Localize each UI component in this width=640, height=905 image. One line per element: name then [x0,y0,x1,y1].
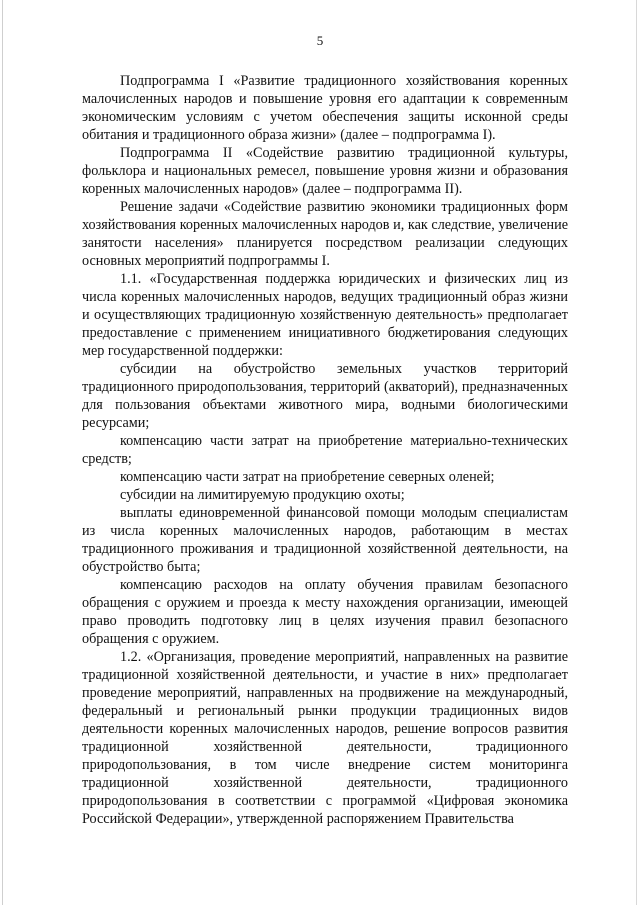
page-number: 5 [316,33,324,48]
paragraph-measure-1-1: 1.1. «Государственная поддержка юридических и физических лиц из числа коренных малочисленных народов, ведущих традиционный образ жизни и осуществляющих традиционную хозяйственную деятельность» предполагает предоставление с применением инициативного бюджетирования следующих мер государственной поддержки: [82,271,568,359]
document-body [82,72,568,828]
paragraph-payments-specialists: выплаты единовременной финансовой помощи молодым специалистам из числа коренных малочисленных народов, работающим в местах традиционного проживания и традиционной хозяйственной деятельности, на обустройство быта; [82,505,568,575]
paragraph-compensation-reindeer: компенсацию части затрат на приобретение северных оленей; [120,469,495,485]
paragraph-subprogram-1: Подпрограмма I «Развитие традиционного хозяйствования коренных малочисленных народов и повышение уровня его адаптации к современным экономическим условиям с учетом обеспечения защиты исконной среды обитания и традиционного образа жизни» (далее – подпрограмма I). [82,73,568,143]
paragraph-subsidies-hunting: субсидии на лимитируемую продукцию охоты; [120,487,405,503]
paragraph-compensation-training: компенсацию расходов на оплату обучения правилам безопасного обращения с оружием и проезда к месту нахождения организации, имеющей право проводить подготовку лиц в целях изучения правил безопасного обращения с оружием. [82,577,568,647]
paragraph-measure-1-2: 1.2. «Организация, проведение мероприятий, направленных на развитие традиционной хозяйственной деятельности, и участие в них» предполагает проведение мероприятий, направленных на продвижение на международный, федеральный и региональный рынки продукции традиционных видов деятельности коренных малочисленных народов, решение вопросов развития традиционной хозяйственной деятельности, традиционного природопользования, в том числе внедрение систем мониторинга традиционной хозяйственной деятельности, традиционного природопользования в соответствии с программой «Цифровая экономика Российской Федерации», утвержденной распоряжением Правительства [82,649,568,827]
paragraph-compensation-equipment: компенсацию части затрат на приобретение материально-технических средств; [82,433,568,467]
scan-edge-right [636,0,637,905]
scan-edge-left [2,0,3,905]
paragraph-subprogram-2: Подпрограмма II «Содействие развитию традиционной культуры, фольклора и национальных ремесел, повышение уровня жизни и образования коренных малочисленных народов» (далее – подпрограмма II). [82,145,568,197]
paragraph-task-solution: Решение задачи «Содействие развитию экономики традиционных форм хозяйствования коренных малочисленных народов и, как следствие, увеличение занятости населения» планируется посредством реализации следующих основных мероприятий подпрограммы I. [82,199,568,269]
paragraph-subsidies-land: субсидии на обустройство земельных участков территорий традиционного природопользования, территорий (акваторий), предназначенных для пользования объектами животного мира, водными биологическими ресурсами; [82,361,568,431]
